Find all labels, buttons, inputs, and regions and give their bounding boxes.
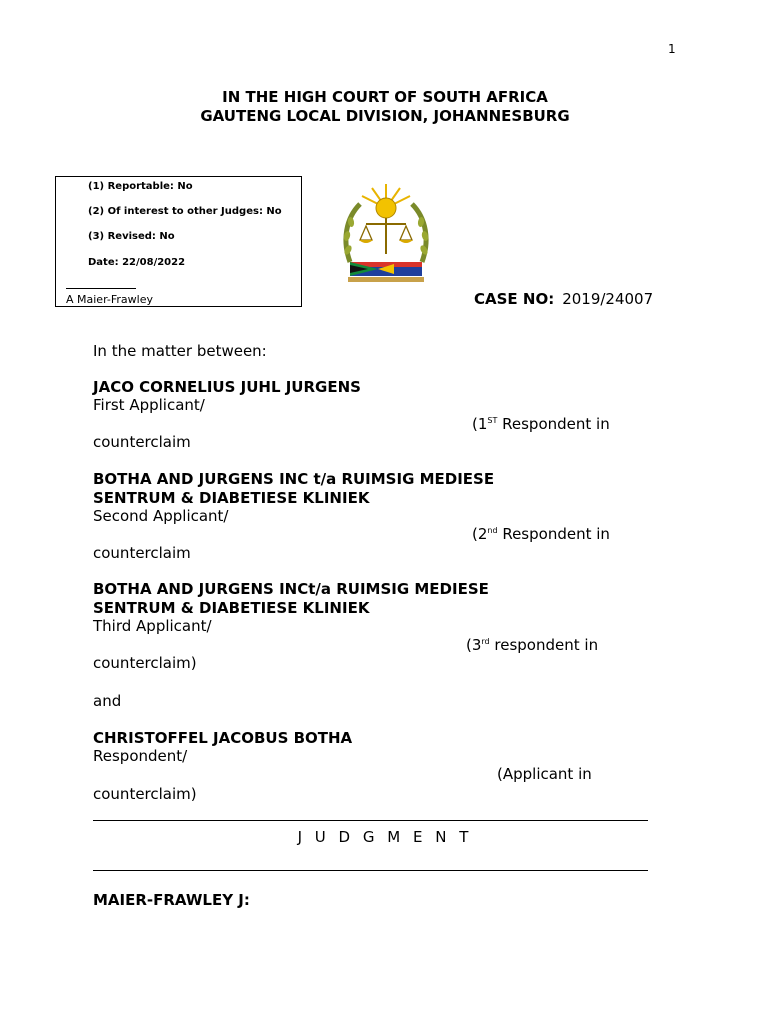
judge-name: MAIER-FRAWLEY J:: [93, 891, 250, 909]
matter-between: In the matter between:: [93, 342, 267, 360]
signature-line: [66, 288, 136, 289]
signatory-name: A Maier-Frawley: [66, 293, 153, 306]
divider-top: [93, 820, 648, 821]
judgment-info-box: [55, 176, 302, 307]
party-2-counterclaim-role: (2nd Respondent in: [472, 525, 610, 543]
case-number: [474, 290, 653, 308]
party-3-role: Third Applicant/: [93, 617, 212, 635]
reportable-line: (1) Reportable: No: [88, 181, 193, 192]
party-2-counterclaim: counterclaim: [93, 544, 191, 562]
party-4-role: Respondent/: [93, 747, 188, 765]
page-number: 1: [668, 42, 676, 56]
party-2-name-line-1: BOTHA AND JURGENS INC t/a RUIMSIG MEDIESE: [93, 470, 495, 488]
party-1-name: JACO CORNELIUS JUHL JURGENS: [93, 378, 361, 396]
case-number-value: 2019/24007: [562, 290, 654, 308]
court-coat-of-arms-icon: [338, 180, 434, 290]
party-3-name-line-2: SENTRUM & DIABETIESE KLINIEK: [93, 599, 370, 617]
party-1-role: First Applicant/: [93, 396, 205, 414]
party-4-name: CHRISTOFFEL JACOBUS BOTHA: [93, 729, 353, 747]
party-3-counterclaim-role: (3rd respondent in: [466, 636, 599, 654]
interest-line: (2) Of interest to other Judges: No: [88, 206, 282, 217]
party-1-counterclaim: counterclaim: [93, 433, 191, 451]
case-number-label: CASE NO:: [474, 290, 555, 308]
and-separator: and: [93, 692, 122, 710]
court-name: IN THE HIGH COURT OF SOUTH AFRICA: [222, 88, 548, 106]
court-division: GAUTENG LOCAL DIVISION, JOHANNESBURG: [200, 107, 570, 125]
party-2-name-line-2: SENTRUM & DIABETIESE KLINIEK: [93, 489, 370, 507]
party-4-counterclaim-role: (Applicant in: [497, 765, 592, 783]
date-line: Date: 22/08/2022: [88, 257, 186, 268]
party-4-counterclaim: counterclaim): [93, 785, 197, 803]
divider-bottom: [93, 870, 648, 871]
party-1-counterclaim-role: (1ST Respondent in: [472, 415, 610, 433]
revised-line: (3) Revised: No: [88, 231, 175, 242]
party-3-counterclaim: counterclaim): [93, 654, 197, 672]
party-2-role: Second Applicant/: [93, 507, 229, 525]
party-3-name-line-1: BOTHA AND JURGENS INCt/a RUIMSIG MEDIESE: [93, 580, 489, 598]
judgment-heading: J U D G M E N T: [297, 828, 473, 846]
